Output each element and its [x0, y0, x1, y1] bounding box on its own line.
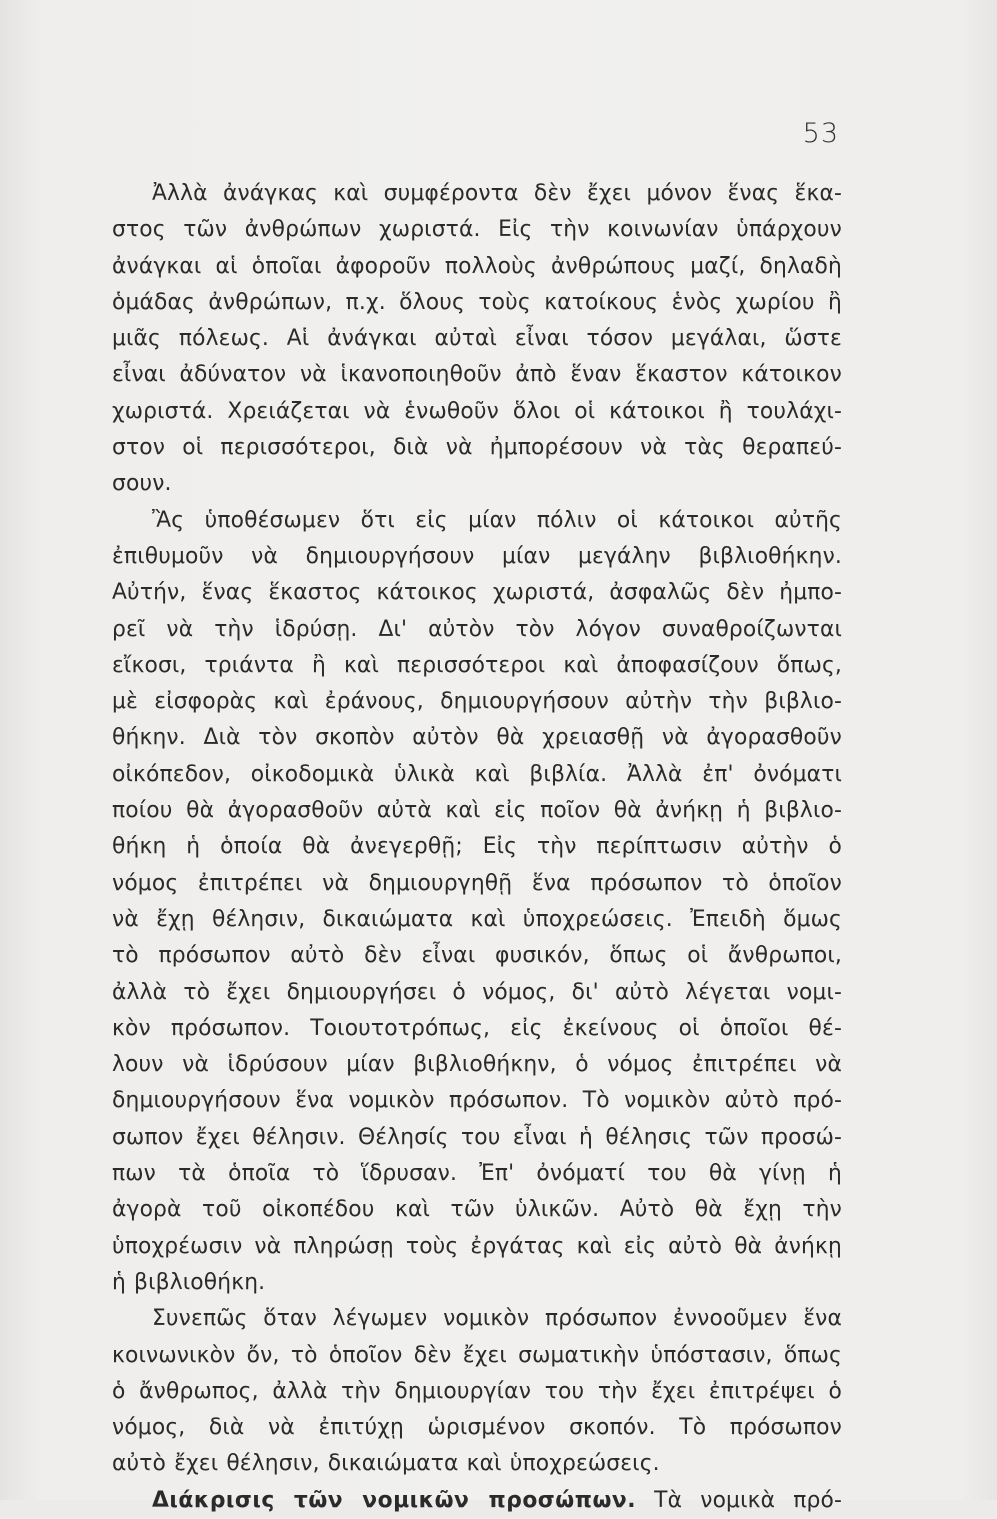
- text-line: δημιουργήσουν ἕνα νομικὸν πρόσωπον. Τὸ νομικὸν αὐτὸ πρό-: [112, 1088, 842, 1114]
- text-line: [112, 1483, 842, 1519]
- text-line: οἰκόπεδον, οἰκοδομικὰ ὑλικὰ καὶ βιβλία. Ἀλλὰ ἐπ' ὀνόματι: [112, 761, 842, 787]
- text-line: πων τὰ ὁποῖα τὸ ἵδρυσαν. Ἐπ' ὀνόματί του θὰ γίνῃ ἡ: [112, 1161, 842, 1187]
- paragraph-1: [112, 176, 842, 503]
- section-heading: Διάκρισις τῶν νομικῶν προσώπων.: [152, 1487, 637, 1513]
- text-line: θήκην. Διὰ τὸν σκοπὸν αὐτὸν θὰ χρειασθῇ νὰ ἀγορασθοῦν: [112, 725, 842, 751]
- paragraph-4: [112, 1483, 842, 1519]
- text-line: μὲ εἰσφορὰς καὶ ἐράνους, δημιουργήσουν αὐτὴν τὴν βιβλιο-: [112, 689, 842, 715]
- text-line: ἀγορὰ τοῦ οἰκοπέδου καὶ τῶν ὑλικῶν. Αὐτὸ θὰ ἔχῃ τὴν: [112, 1197, 842, 1223]
- page-number: 53: [802, 118, 839, 149]
- text-line: μιᾶς πόλεως. Αἱ ἀνάγκαι αὐταὶ εἶναι τόσον μεγάλαι, ὥστε: [112, 326, 842, 352]
- text-line: Αὐτήν, ἕνας ἕκαστος κάτοικος χωριστά, ἀσφαλῶς δὲν ἠμπο-: [112, 580, 842, 606]
- paragraph-3: [112, 1301, 842, 1482]
- text-line: ἡ βιβλιοθήκη.: [112, 1269, 266, 1295]
- text-line: ὁ ἄνθρωπος, ἀλλὰ τὴν δημιουργίαν του τὴν ἔχει ἐπιτρέψει ὁ: [112, 1378, 842, 1404]
- text-line: κοινωνικὸν ὄν, τὸ ὁποῖον δὲν ἔχει σωματικὴν ὑπόστασιν, ὅπως: [112, 1342, 842, 1368]
- text-line: θήκη ἡ ὁποία θὰ ἀνεγερθῇ; Εἰς τὴν περίπτωσιν αὐτὴν ὁ: [112, 834, 842, 860]
- text-line: χωριστά. Χρειάζεται νὰ ἑνωθοῦν ὅλοι οἱ κάτοικοι ἢ τουλάχι-: [112, 398, 842, 424]
- text-line: τὸ πρόσωπον αὐτὸ δὲν εἶναι φυσικόν, ὅπως οἱ ἄνθρωποι,: [112, 943, 842, 969]
- text-line: ἀλλὰ τὸ ἔχει δημιουργήσει ὁ νόμος, δι' αὐτὸ λέγεται νομι-: [112, 979, 842, 1005]
- text-line: σουν.: [112, 471, 172, 497]
- section-text: Τὰ νομικὰ πρό-: [636, 1487, 842, 1513]
- text-line: ἐπιθυμοῦν νὰ δημιουργήσουν μίαν μεγάλην βιβλιοθήκην.: [112, 543, 842, 569]
- text-line: ὁμάδας ἀνθρώπων, π.χ. ὅλους τοὺς κατοίκους ἑνὸς χωρίου ἢ: [112, 289, 842, 315]
- text-line: νόμος, διὰ νὰ ἐπιτύχῃ ὡρισμένον σκοπόν. Τὸ πρόσωπον: [112, 1415, 842, 1441]
- text-line: ὑποχρέωσιν νὰ πληρώσῃ τοὺς ἐργάτας καὶ εἰς αὐτὸ θὰ ἀνήκῃ: [112, 1233, 842, 1259]
- text-line: λουν νὰ ἱδρύσουν μίαν βιβλιοθήκην, ὁ νόμος ἐπιτρέπει νὰ: [112, 1052, 842, 1078]
- text-line: αὐτὸ ἔχει θέλησιν, δικαιώματα καὶ ὑποχρεώσεις.: [112, 1451, 660, 1477]
- paragraph-2: [112, 503, 842, 1302]
- text-line: εἴκοσι, τριάντα ἢ καὶ περισσότεροι καὶ ἀποφασίζουν ὅπως,: [112, 652, 842, 678]
- text-line: σωπον ἔχει θέλησιν. Θέλησίς του εἶναι ἡ θέλησις τῶν προσώ-: [112, 1124, 842, 1150]
- text-line: ρεῖ νὰ τὴν ἱδρύσῃ. Δι' αὐτὸν τὸν λόγον συναθροίζωνται: [112, 616, 842, 642]
- text-line: νόμος ἐπιτρέπει νὰ δημιουργηθῇ ἕνα πρόσωπον τὸ ὁποῖον: [112, 870, 842, 896]
- text-line: νὰ ἔχῃ θέλησιν, δικαιώματα καὶ ὑποχρεώσεις. Ἐπειδὴ ὅμως: [112, 906, 842, 932]
- text-line: Ἀλλὰ ἀνάγκας καὶ συμφέροντα δὲν ἔχει μόνον ἕνας ἕκα-: [152, 181, 842, 206]
- text-line: Ἂς ὑποθέσωμεν ὅτι εἰς μίαν πόλιν οἱ κάτοικοι αὐτῆς: [152, 507, 842, 533]
- text-line: στον οἱ περισσότεροι, διὰ νὰ ἠμπορέσουν νὰ τὰς θεραπεύ-: [112, 435, 842, 461]
- text-line: κὸν πρόσωπον. Τοιουτοτρόπως, εἰς ἐκείνους οἱ ὁποῖοι θέ-: [112, 1015, 842, 1041]
- text-line: στος τῶν ἀνθρώπων χωριστά. Εἰς τὴν κοινωνίαν ὑπάρχουν: [112, 217, 842, 243]
- text-line: ποίου θὰ ἀγορασθοῦν αὐτὰ καὶ εἰς ποῖον θὰ ἀνήκῃ ἡ βιβλιο-: [112, 798, 842, 824]
- text-line: ἀνάγκαι αἱ ὁποῖαι ἀφοροῦν πολλοὺς ἀνθρώπους μαζί, δηλαδὴ: [112, 253, 842, 279]
- body-text: [112, 176, 842, 1519]
- text-line: Συνεπῶς ὅταν λέγωμεν νομικὸν πρόσωπον ἐννοοῦμεν ἕνα: [152, 1306, 842, 1332]
- text-line: εἶναι ἀδύνατον νὰ ἱκανοποιηθοῦν ἀπὸ ἕναν ἕκαστον κάτοικον: [112, 362, 842, 388]
